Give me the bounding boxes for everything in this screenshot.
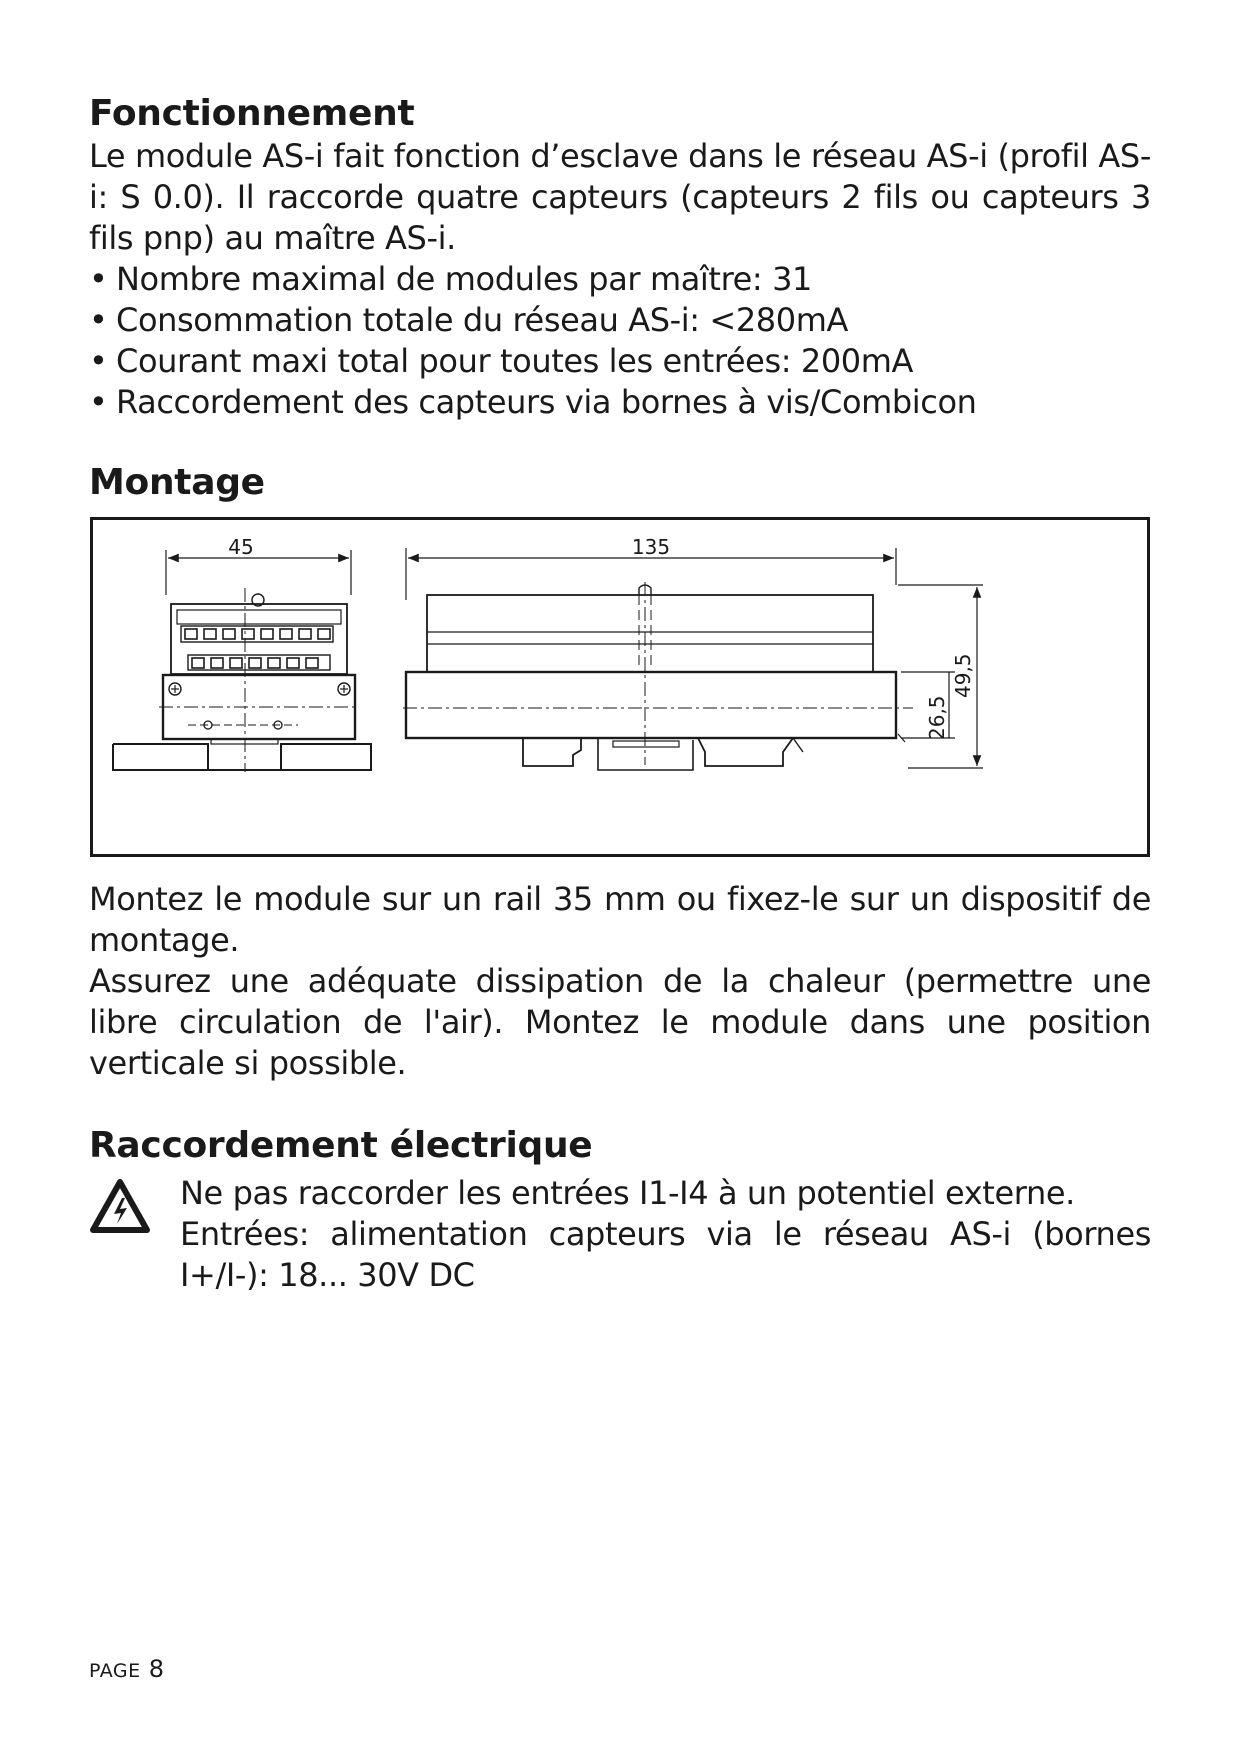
side-view <box>403 548 983 770</box>
bullet-icon: • <box>89 301 108 339</box>
warning-line-1: Ne pas raccorder les entrées I1-I4 à un potentiel externe. <box>180 1174 1075 1212</box>
list-item-text: Raccordement des capteurs via bornes à vis/Combicon <box>116 383 977 421</box>
page-number: 8 <box>148 1655 165 1683</box>
heading-raccordement: Raccordement électrique <box>89 1125 593 1166</box>
list-item-text: Nombre maximal de modules par maître: 31 <box>116 260 812 298</box>
dimension-label-26-5: 26,5 <box>925 695 949 740</box>
heading-montage: Montage <box>89 462 265 503</box>
list-item-text: Consommation totale du réseau AS-i: <280mA <box>116 301 848 339</box>
mounting-diagram <box>90 517 1150 857</box>
electrical-warning-icon <box>90 1178 150 1234</box>
dimension-label-135: 135 <box>631 535 671 559</box>
heading-fonctionnement: Fonctionnement <box>89 93 415 134</box>
page-label: PAGE <box>89 1660 141 1682</box>
page-footer <box>89 1655 165 1683</box>
dimension-label-45: 45 <box>228 535 254 559</box>
mounting-drawing <box>93 520 1147 854</box>
section-fonctionnement <box>89 92 1151 423</box>
list-item <box>89 382 1151 423</box>
list-item <box>89 300 1151 341</box>
section-montage <box>89 461 1151 1084</box>
front-view <box>113 550 371 772</box>
section-raccordement <box>89 1124 1151 1296</box>
page-content <box>89 92 1151 1296</box>
paragraph-fonctionnement: Le module AS-i fait fonction d’esclave dans le réseau AS-i (profil AS-i: S 0.0). Il raccorde quatre capteurs (capteurs 2 fils ou capteurs 3 fils pnp) au maître AS-i. <box>89 137 1151 257</box>
paragraph-montage-2: Assurez une adéquate dissipation de la chaleur (permettre une libre circulation de l'air). Montez le module dans une position verticale si possible. <box>89 962 1151 1082</box>
warning-block <box>89 1173 1151 1296</box>
paragraph-montage-1: Montez le module sur un rail 35 mm ou fixez-le sur un dispositif de montage. <box>89 880 1151 959</box>
warning-line-2: Entrées: alimentation capteurs via le réseau AS-i (bornes I+/I-): 18... 30V DC <box>180 1215 1151 1294</box>
list-item <box>89 341 1151 382</box>
bullet-icon: • <box>89 383 108 421</box>
warning-text <box>180 1173 1151 1296</box>
dimension-label-49-5: 49,5 <box>951 653 975 698</box>
bullet-icon: • <box>89 260 108 298</box>
bullet-icon: • <box>89 342 108 380</box>
list-item-text: Courant maxi total pour toutes les entrées: 200mA <box>116 342 914 380</box>
list-item <box>89 259 1151 300</box>
bullet-list <box>89 259 1151 423</box>
